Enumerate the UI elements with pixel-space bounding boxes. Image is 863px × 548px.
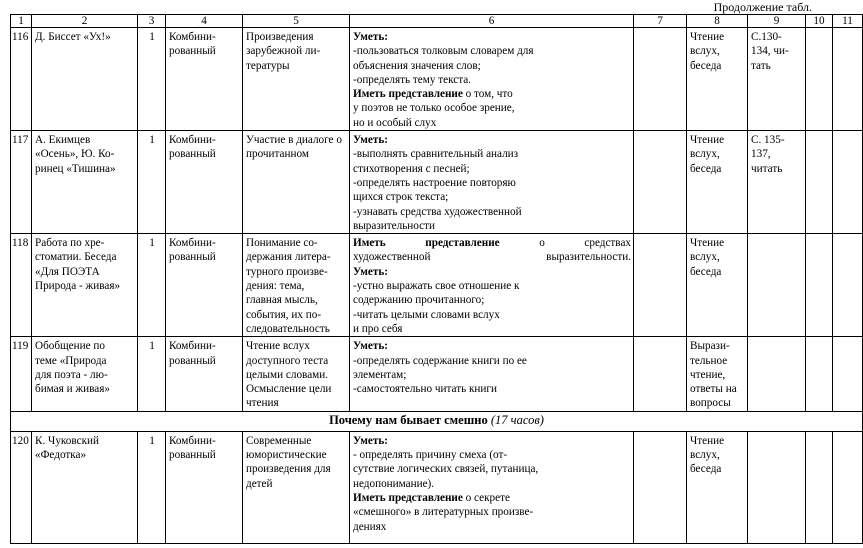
- homework-cell-line: С.130-: [751, 31, 782, 43]
- header-cell: 7: [634, 15, 687, 28]
- control-cell: [687, 337, 748, 411]
- hours-cell: 1: [138, 28, 166, 131]
- control-cell-line: Чтение: [690, 31, 725, 43]
- control-cell-line: Чтение: [690, 237, 725, 250]
- control-cell-line: беседа: [690, 59, 722, 72]
- skills-line: содержанию прочитанного;: [353, 294, 485, 307]
- content-cell-line: доступного теста: [246, 354, 329, 367]
- content-cell-line: турного произве-: [246, 265, 328, 278]
- header-cell: 6: [350, 15, 634, 28]
- content-cell: [243, 234, 350, 337]
- homework-cell: [748, 234, 806, 337]
- lesson-type-cell-line: рованный: [169, 45, 216, 58]
- skills-line: -определять настроение повторяю: [353, 176, 516, 189]
- skills-line: Уметь:: [353, 31, 389, 43]
- section-row: [11, 411, 863, 431]
- homework-cell-line: тать: [751, 59, 771, 72]
- empty-cell: [833, 28, 863, 131]
- header-cell: 11: [833, 15, 863, 28]
- skills-line: но и особый слух: [353, 116, 437, 129]
- table-caption: Продолжение табл.: [713, 0, 812, 14]
- topic-cell-line: теме «Природа: [35, 354, 107, 367]
- control-cell-line: вслух,: [690, 251, 720, 264]
- skills-bold-term: Иметь представление: [353, 88, 463, 101]
- control-cell: [687, 131, 748, 234]
- control-cell-line: Чтение: [690, 434, 725, 447]
- skills-line: элементам;: [353, 368, 407, 381]
- content-cell-line: чтения: [246, 397, 279, 410]
- empty-cell: [634, 131, 687, 234]
- content-cell-line: целыми словами.: [246, 368, 329, 381]
- table-row: [11, 431, 863, 543]
- empty-cell: [806, 431, 833, 543]
- skills-cell: [350, 337, 634, 411]
- header-cell: 5: [243, 15, 350, 28]
- topic-cell-line: К. Чуковский: [35, 434, 99, 447]
- hours-cell: 1: [138, 431, 166, 543]
- lesson-number: 117: [11, 131, 32, 234]
- empty-cell: [833, 131, 863, 234]
- content-cell-line: юмористические: [246, 449, 327, 462]
- topic-cell-line: Работа по хре-: [35, 237, 105, 250]
- hours-cell: 1: [138, 337, 166, 411]
- empty-cell: [806, 234, 833, 337]
- topic-cell-line: «Федотка»: [35, 449, 87, 462]
- skills-cell: [350, 131, 634, 234]
- header-row: [11, 15, 863, 28]
- empty-cell: [806, 337, 833, 411]
- topic-cell-line: Д. Биссет «Ух!»: [35, 31, 111, 43]
- empty-cell: [833, 431, 863, 543]
- lesson-type-cell: [166, 28, 243, 131]
- lesson-type-cell-line: Комбини-: [169, 340, 216, 353]
- hours-cell: 1: [138, 131, 166, 234]
- content-cell-line: Чтение вслух: [246, 340, 310, 353]
- skills-bold-term: Иметь представление: [353, 491, 463, 504]
- content-cell-line: следовательность: [246, 322, 330, 335]
- control-cell-line: вслух,: [690, 45, 720, 58]
- lesson-number: 119: [11, 337, 32, 411]
- homework-cell-line: 134, чи-: [751, 45, 789, 58]
- skills-line: художественной выразительности.: [353, 251, 631, 264]
- control-cell-line: беседа: [690, 162, 722, 175]
- homework-cell: [748, 28, 806, 131]
- table-row: [11, 131, 863, 234]
- section-title: [11, 411, 863, 431]
- lesson-type-cell: [166, 234, 243, 337]
- skills-line: -пользоваться толковым словарем для: [353, 45, 534, 58]
- control-cell-line: тельное: [690, 354, 728, 367]
- skills-line: объяснения значения слов;: [353, 59, 481, 72]
- skills-line: -устно выражать свое отношение к: [353, 280, 520, 293]
- content-cell: [243, 431, 350, 543]
- skills-line: -определять тему текста.: [353, 73, 471, 86]
- header-cell: 4: [166, 15, 243, 28]
- control-cell-line: Вырази-: [690, 340, 730, 353]
- control-cell-line: беседа: [690, 265, 722, 278]
- content-cell-line: произведения для: [246, 463, 331, 476]
- header-cell: 2: [32, 15, 138, 28]
- skills-line: [353, 236, 631, 250]
- skills-line: -читать целыми словами вслух: [353, 308, 500, 321]
- empty-cell: [634, 431, 687, 543]
- homework-cell-line: читать: [751, 162, 783, 175]
- skills-line: выразительности: [353, 219, 436, 232]
- skills-line: Уметь:: [353, 134, 389, 147]
- content-cell-line: прочитанном: [246, 148, 309, 161]
- skills-cell: [350, 431, 634, 543]
- skills-line: -узнавать средства художественной: [353, 205, 522, 218]
- lesson-plan-table: [10, 14, 863, 544]
- skills-text: о средствах: [499, 237, 632, 250]
- control-cell-line: вопросы: [690, 397, 731, 410]
- table-row: [11, 337, 863, 411]
- skills-cell: [350, 234, 634, 337]
- skills-text: о секрете: [462, 491, 510, 504]
- lesson-type-cell: [166, 131, 243, 234]
- skills-line: недопонимание).: [353, 477, 435, 490]
- topic-cell: [32, 431, 138, 543]
- content-cell-line: Понимание со-: [246, 237, 318, 250]
- skills-line: стихотворения с песней;: [353, 162, 470, 175]
- topic-cell-line: Природа - живая»: [35, 280, 121, 293]
- empty-cell: [634, 234, 687, 337]
- skills-cell: [350, 28, 634, 131]
- section-hours: (17 часов): [490, 412, 544, 427]
- content-cell-line: главная мысль,: [246, 294, 318, 307]
- skills-line: Уметь:: [353, 340, 389, 353]
- skills-line: -определять содержание книги по ее: [353, 354, 527, 367]
- skills-line: у поэтов не только особое зрение,: [353, 102, 515, 115]
- skills-line: Уметь:: [353, 265, 389, 278]
- empty-cell: [833, 234, 863, 337]
- skills-line: «смешного» в литературных произве-: [353, 506, 534, 519]
- table-row: [11, 28, 863, 131]
- content-cell-line: зарубежной ли-: [246, 45, 321, 58]
- lesson-type-cell-line: рованный: [169, 148, 216, 161]
- header-cell: 10: [806, 15, 833, 28]
- homework-cell: [748, 431, 806, 543]
- homework-cell: [748, 337, 806, 411]
- skills-line: щихся строк текста;: [353, 191, 449, 204]
- skills-line: -выполнять сравнительный анализ: [353, 148, 519, 161]
- content-cell-line: держания литера-: [246, 251, 331, 264]
- topic-cell-line: бимая и живая»: [35, 383, 110, 396]
- lesson-type-cell: [166, 431, 243, 543]
- content-cell-line: Осмысление цели: [246, 383, 332, 396]
- skills-text: о том, что: [462, 88, 513, 101]
- skills-line: [353, 87, 631, 101]
- topic-cell: [32, 131, 138, 234]
- content-cell-line: тературы: [246, 59, 290, 72]
- homework-cell: [748, 131, 806, 234]
- content-cell-line: дения: тема,: [246, 280, 305, 293]
- topic-cell: [32, 337, 138, 411]
- skills-line: и про себя: [353, 322, 403, 335]
- empty-cell: [806, 28, 833, 131]
- content-cell: [243, 131, 350, 234]
- content-cell-line: Произведения: [246, 31, 314, 43]
- skills-line: дениях: [353, 520, 387, 533]
- control-cell-line: ответы на: [690, 383, 737, 396]
- skills-line: сутствие логических связей, путаница,: [353, 463, 539, 476]
- empty-cell: [806, 131, 833, 234]
- control-cell: [687, 431, 748, 543]
- empty-cell: [634, 337, 687, 411]
- topic-cell-line: А. Екимцев: [35, 134, 91, 147]
- control-cell-line: вслух,: [690, 148, 720, 161]
- lesson-type-cell-line: Комбини-: [169, 434, 216, 447]
- control-cell-line: беседа: [690, 463, 722, 476]
- topic-cell: [32, 28, 138, 131]
- empty-cell: [634, 28, 687, 131]
- lesson-type-cell-line: рованный: [169, 449, 216, 462]
- hours-cell: 1: [138, 234, 166, 337]
- skills-bold-term: Иметь представление: [353, 237, 500, 250]
- header-cell: 1: [11, 15, 32, 28]
- lesson-type-cell: [166, 337, 243, 411]
- content-cell: [243, 337, 350, 411]
- control-cell-line: Чтение: [690, 134, 725, 147]
- topic-cell: [32, 234, 138, 337]
- lesson-type-cell-line: Комбини-: [169, 31, 216, 43]
- topic-cell-line: ринец «Тишина»: [35, 162, 116, 175]
- skills-line: -самостоятельно читать книги: [353, 383, 497, 396]
- homework-cell-line: С. 135-137,: [751, 134, 785, 161]
- topic-cell-line: «Для ПОЭТА: [35, 265, 100, 278]
- content-cell-line: Современные: [246, 434, 312, 447]
- header-cell: 3: [138, 15, 166, 28]
- lesson-number: 118: [11, 234, 32, 337]
- lesson-number: 120: [11, 431, 32, 543]
- control-cell-line: вслух,: [690, 449, 720, 462]
- lesson-type-cell-line: рованный: [169, 251, 216, 264]
- section-title-text: Почему нам бывает смешно: [329, 412, 491, 427]
- topic-cell-line: «Осень», Ю. Ко-: [35, 148, 115, 161]
- content-cell-line: Участие в диалоге о: [246, 134, 342, 147]
- content-cell-line: детей: [246, 477, 273, 490]
- skills-line: - определять причину смеха (от-: [353, 449, 508, 462]
- header-cell: 9: [748, 15, 806, 28]
- empty-cell: [833, 337, 863, 411]
- topic-cell-line: Обобщение по: [35, 340, 105, 353]
- table-row: [11, 234, 863, 337]
- lesson-number: 116: [11, 28, 32, 131]
- content-cell: [243, 28, 350, 131]
- lesson-type-cell-line: Комбини-: [169, 134, 216, 147]
- skills-line: [353, 491, 631, 505]
- lesson-type-cell-line: рованный: [169, 354, 216, 367]
- content-cell-line: события, их по-: [246, 308, 322, 321]
- topic-cell-line: стоматии. Беседа: [35, 251, 117, 264]
- header-cell: 8: [687, 15, 748, 28]
- control-cell: [687, 28, 748, 131]
- skills-line: Уметь:: [353, 434, 389, 447]
- lesson-type-cell-line: Комбини-: [169, 237, 216, 250]
- control-cell-line: чтение,: [690, 368, 726, 381]
- control-cell: [687, 234, 748, 337]
- topic-cell-line: для поэта - лю-: [35, 368, 108, 381]
